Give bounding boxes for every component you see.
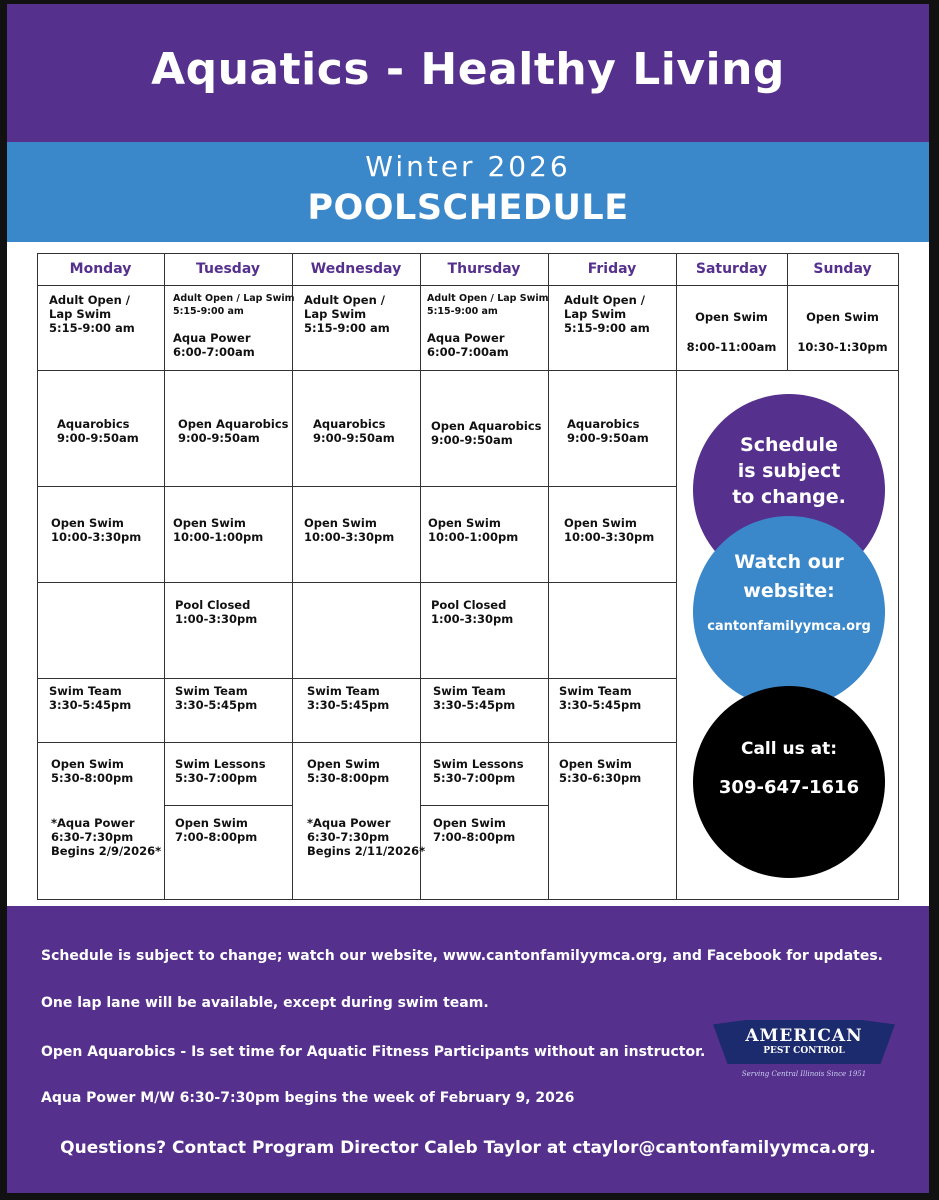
cell-line: Open Swim	[695, 310, 768, 324]
schedule-cell	[175, 757, 266, 785]
grid-line	[37, 370, 899, 371]
cell-line: Open Swim	[559, 757, 632, 771]
schedule-cell	[173, 292, 295, 318]
cell-line: *Aqua Power	[51, 816, 135, 830]
cell-line: 5:15-9:00 am	[564, 321, 650, 335]
day-header-sunday: Sunday	[813, 261, 872, 277]
grid-line	[37, 899, 899, 900]
cell-line: 10:00-3:30pm	[304, 530, 395, 544]
day-header-wednesday: Wednesday	[310, 261, 402, 277]
cell-line: Pool Closed	[175, 598, 251, 612]
cell-line: Open Swim	[564, 516, 637, 530]
cell-line: 3:30-5:45pm	[49, 698, 132, 712]
day-header-tuesday: Tuesday	[196, 261, 260, 277]
cell-line: Aqua Power	[427, 331, 505, 345]
schedule-title: POOLSCHEDULE	[307, 188, 629, 228]
cell-line: Adult Open / Lap Swim	[173, 293, 295, 304]
website-heading	[693, 548, 885, 606]
day-header-friday: Friday	[587, 261, 637, 277]
logo-tagline: Serving Central Illinois Since 1951	[741, 1070, 867, 1078]
website-bubble	[693, 516, 885, 708]
cell-line: Aquarobics	[567, 417, 640, 431]
schedule-cell	[433, 684, 515, 712]
cell-line: Pool Closed	[431, 598, 507, 612]
grid-line	[37, 486, 677, 487]
cell-line: 9:00-9:50am	[567, 431, 649, 445]
cell-line: 10:00-3:30pm	[51, 530, 142, 544]
season-label: Winter 2026	[365, 150, 571, 183]
cell-line: Adult Open /	[304, 293, 385, 307]
schedule-cell	[51, 816, 161, 858]
note-aqua-power: Aqua Power M/W 6:30-7:30pm begins the week of February 9, 2026	[41, 1090, 575, 1106]
cell-line: 6:30-7:30pm	[307, 830, 390, 844]
cell-line: 5:15-9:00 am	[173, 306, 244, 317]
note-text: an instructor.	[594, 1044, 706, 1060]
cell-line: Lap Swim	[564, 307, 627, 321]
cell-line: 1:00-3:30pm	[175, 612, 258, 626]
cell-line: Open Swim	[173, 516, 246, 530]
cell-line: 5:15-9:00 am	[427, 306, 498, 317]
cell-line: 1:00-3:30pm	[431, 612, 514, 626]
day-header-monday: Monday	[69, 261, 132, 277]
cell-line: Begins 2/9/2026*	[51, 844, 162, 858]
note-text: Open Aquarobics - Is set time for Aquatic Fitness Participants	[41, 1044, 534, 1060]
cell-line: 5:30-8:00pm	[51, 771, 134, 785]
cell-line: Aqua Power	[173, 331, 251, 345]
schedule-cell	[173, 331, 255, 359]
phone-number[interactable]: 309-647-1616	[718, 777, 860, 798]
logo-name: AMERICAN	[745, 1026, 863, 1046]
cell-line: 8:00-11:00am	[686, 340, 777, 354]
note-emphasis: without	[533, 1044, 595, 1060]
schedule-cell	[564, 293, 650, 335]
schedule-cell	[307, 816, 425, 858]
schedule-cell	[307, 757, 389, 785]
cell-line: 9:00-9:50am	[431, 433, 513, 447]
schedule-cell	[175, 816, 257, 844]
cell-line: 9:00-9:50am	[178, 431, 260, 445]
flyer-page	[7, 4, 929, 1193]
cell-line: 10:00-1:00pm	[428, 530, 519, 544]
cell-line: Adult Open / Lap Swim	[427, 293, 549, 304]
grid-line	[548, 253, 549, 900]
cell-line: Open Swim	[433, 816, 506, 830]
schedule-cell	[51, 516, 141, 544]
cell-line: 5:15-9:00 am	[304, 321, 390, 335]
schedule-cell-sunday	[787, 310, 898, 354]
grid-line	[37, 742, 677, 743]
schedule-cell	[173, 516, 263, 544]
schedule-cell	[178, 417, 289, 445]
schedule-cell	[57, 417, 139, 445]
cell-line: Swim Team	[559, 684, 632, 698]
cell-line: 6:30-7:30pm	[51, 830, 134, 844]
cell-line: Open Aquarobics	[178, 417, 289, 431]
schedule-cell	[428, 516, 518, 544]
cell-line: Open Aquarobics	[431, 419, 542, 433]
schedule-cell	[431, 419, 542, 447]
cell-line: 7:00-8:00pm	[433, 830, 516, 844]
cell-line: 3:30-5:45pm	[175, 698, 258, 712]
schedule-cell	[427, 331, 509, 359]
schedule-cell	[313, 417, 395, 445]
schedule-cell	[49, 684, 131, 712]
cell-line: 10:00-1:00pm	[173, 530, 264, 544]
cell-line: Aquarobics	[57, 417, 130, 431]
cell-line: 5:30-7:00pm	[433, 771, 516, 785]
cell-line: Open Swim	[428, 516, 501, 530]
cell-line: Begins 2/11/2026*	[307, 844, 426, 858]
schedule-cell	[433, 757, 524, 785]
cell-line: Adult Open /	[49, 293, 130, 307]
website-url[interactable]: cantonfamilyymca.org	[707, 619, 871, 634]
grid-line	[164, 253, 165, 900]
cell-line: Lap Swim	[304, 307, 367, 321]
cell-line: Open Swim	[51, 516, 124, 530]
cell-line: Open Swim	[304, 516, 377, 530]
cell-line: Swim Team	[433, 684, 506, 698]
day-header-thursday: Thursday	[447, 261, 521, 277]
cell-line: Open Swim	[51, 757, 124, 771]
note-schedule-change: Schedule is subject to change; watch our website, www.cantonfamilyymca.org, and Facebook for updates.	[41, 948, 883, 964]
bubble-line: to change.	[732, 486, 846, 508]
cell-line: 5:15-9:00 am	[49, 321, 135, 335]
logo-subtitle: PEST CONTROL	[763, 1046, 845, 1056]
schedule-cell	[175, 598, 257, 626]
cell-line: 3:30-5:45pm	[433, 698, 516, 712]
cell-line: Open Swim	[175, 816, 248, 830]
schedule-cell	[51, 757, 133, 785]
cell-line: 5:30-6:30pm	[559, 771, 642, 785]
cell-line: *Aqua Power	[307, 816, 391, 830]
cell-line: Swim Team	[49, 684, 122, 698]
cell-line: Adult Open /	[564, 293, 645, 307]
sponsor-logo	[713, 1014, 895, 1086]
schedule-cell	[307, 684, 389, 712]
page-title: Aquatics - Healthy Living	[151, 44, 785, 95]
cell-line: 9:00-9:50am	[57, 431, 139, 445]
cell-line: 7:00-8:00pm	[175, 830, 258, 844]
grid-line	[37, 285, 899, 286]
grid-line	[37, 678, 677, 679]
note-open-aquarobics	[41, 1044, 705, 1060]
schedule-cell	[49, 293, 135, 335]
grid-line	[420, 253, 421, 900]
schedule-change-text	[693, 432, 885, 510]
grid-line	[420, 805, 549, 806]
cell-line: 3:30-5:45pm	[307, 698, 390, 712]
cell-line: Open Swim	[307, 757, 380, 771]
cell-line: Swim Team	[307, 684, 380, 698]
schedule-cell	[431, 598, 513, 626]
cell-line: 5:30-7:00pm	[175, 771, 258, 785]
cell-line: Swim Team	[175, 684, 248, 698]
contact-line: Questions? Contact Program Director Caleb Taylor at ctaylor@cantonfamilyymca.org.	[60, 1138, 876, 1158]
day-header-saturday: Saturday	[695, 261, 768, 277]
cell-line: Swim Lessons	[175, 757, 266, 771]
cell-line: 6:00-7:00am	[173, 345, 255, 359]
cell-line: 3:30-5:45pm	[559, 698, 642, 712]
cell-line: 9:00-9:50am	[313, 431, 395, 445]
cell-line: Swim Lessons	[433, 757, 524, 771]
call-heading: Call us at:	[740, 739, 838, 759]
cell-line: 6:00-7:00am	[427, 345, 509, 359]
grid-line	[37, 582, 677, 583]
grid-line	[292, 253, 293, 900]
cell-line: 10:00-3:30pm	[564, 530, 655, 544]
grid-line	[37, 253, 38, 900]
schedule-cell	[175, 684, 257, 712]
schedule-cell	[433, 816, 515, 844]
schedule-cell	[559, 684, 641, 712]
bubble-line: Schedule	[740, 434, 838, 456]
schedule-cell	[559, 757, 641, 785]
grid-line	[898, 253, 899, 900]
schedule-cell	[564, 516, 654, 544]
cell-line: 5:30-8:00pm	[307, 771, 390, 785]
schedule-cell	[304, 293, 390, 335]
cell-line: 10:30-1:30pm	[797, 340, 888, 354]
schedule-cell-saturday	[676, 310, 787, 354]
schedule-cell	[567, 417, 649, 445]
schedule-cell	[427, 292, 549, 318]
bubble-line: Watch our	[734, 551, 844, 573]
cell-line: Aquarobics	[313, 417, 386, 431]
cell-line: Lap Swim	[49, 307, 112, 321]
grid-line	[164, 805, 293, 806]
bubble-line: website:	[743, 580, 835, 602]
bubble-line: is subject	[737, 460, 841, 482]
cell-line: Open Swim	[806, 310, 879, 324]
schedule-cell	[304, 516, 394, 544]
note-lap-lane: One lap lane will be available, except during swim team.	[41, 995, 489, 1011]
